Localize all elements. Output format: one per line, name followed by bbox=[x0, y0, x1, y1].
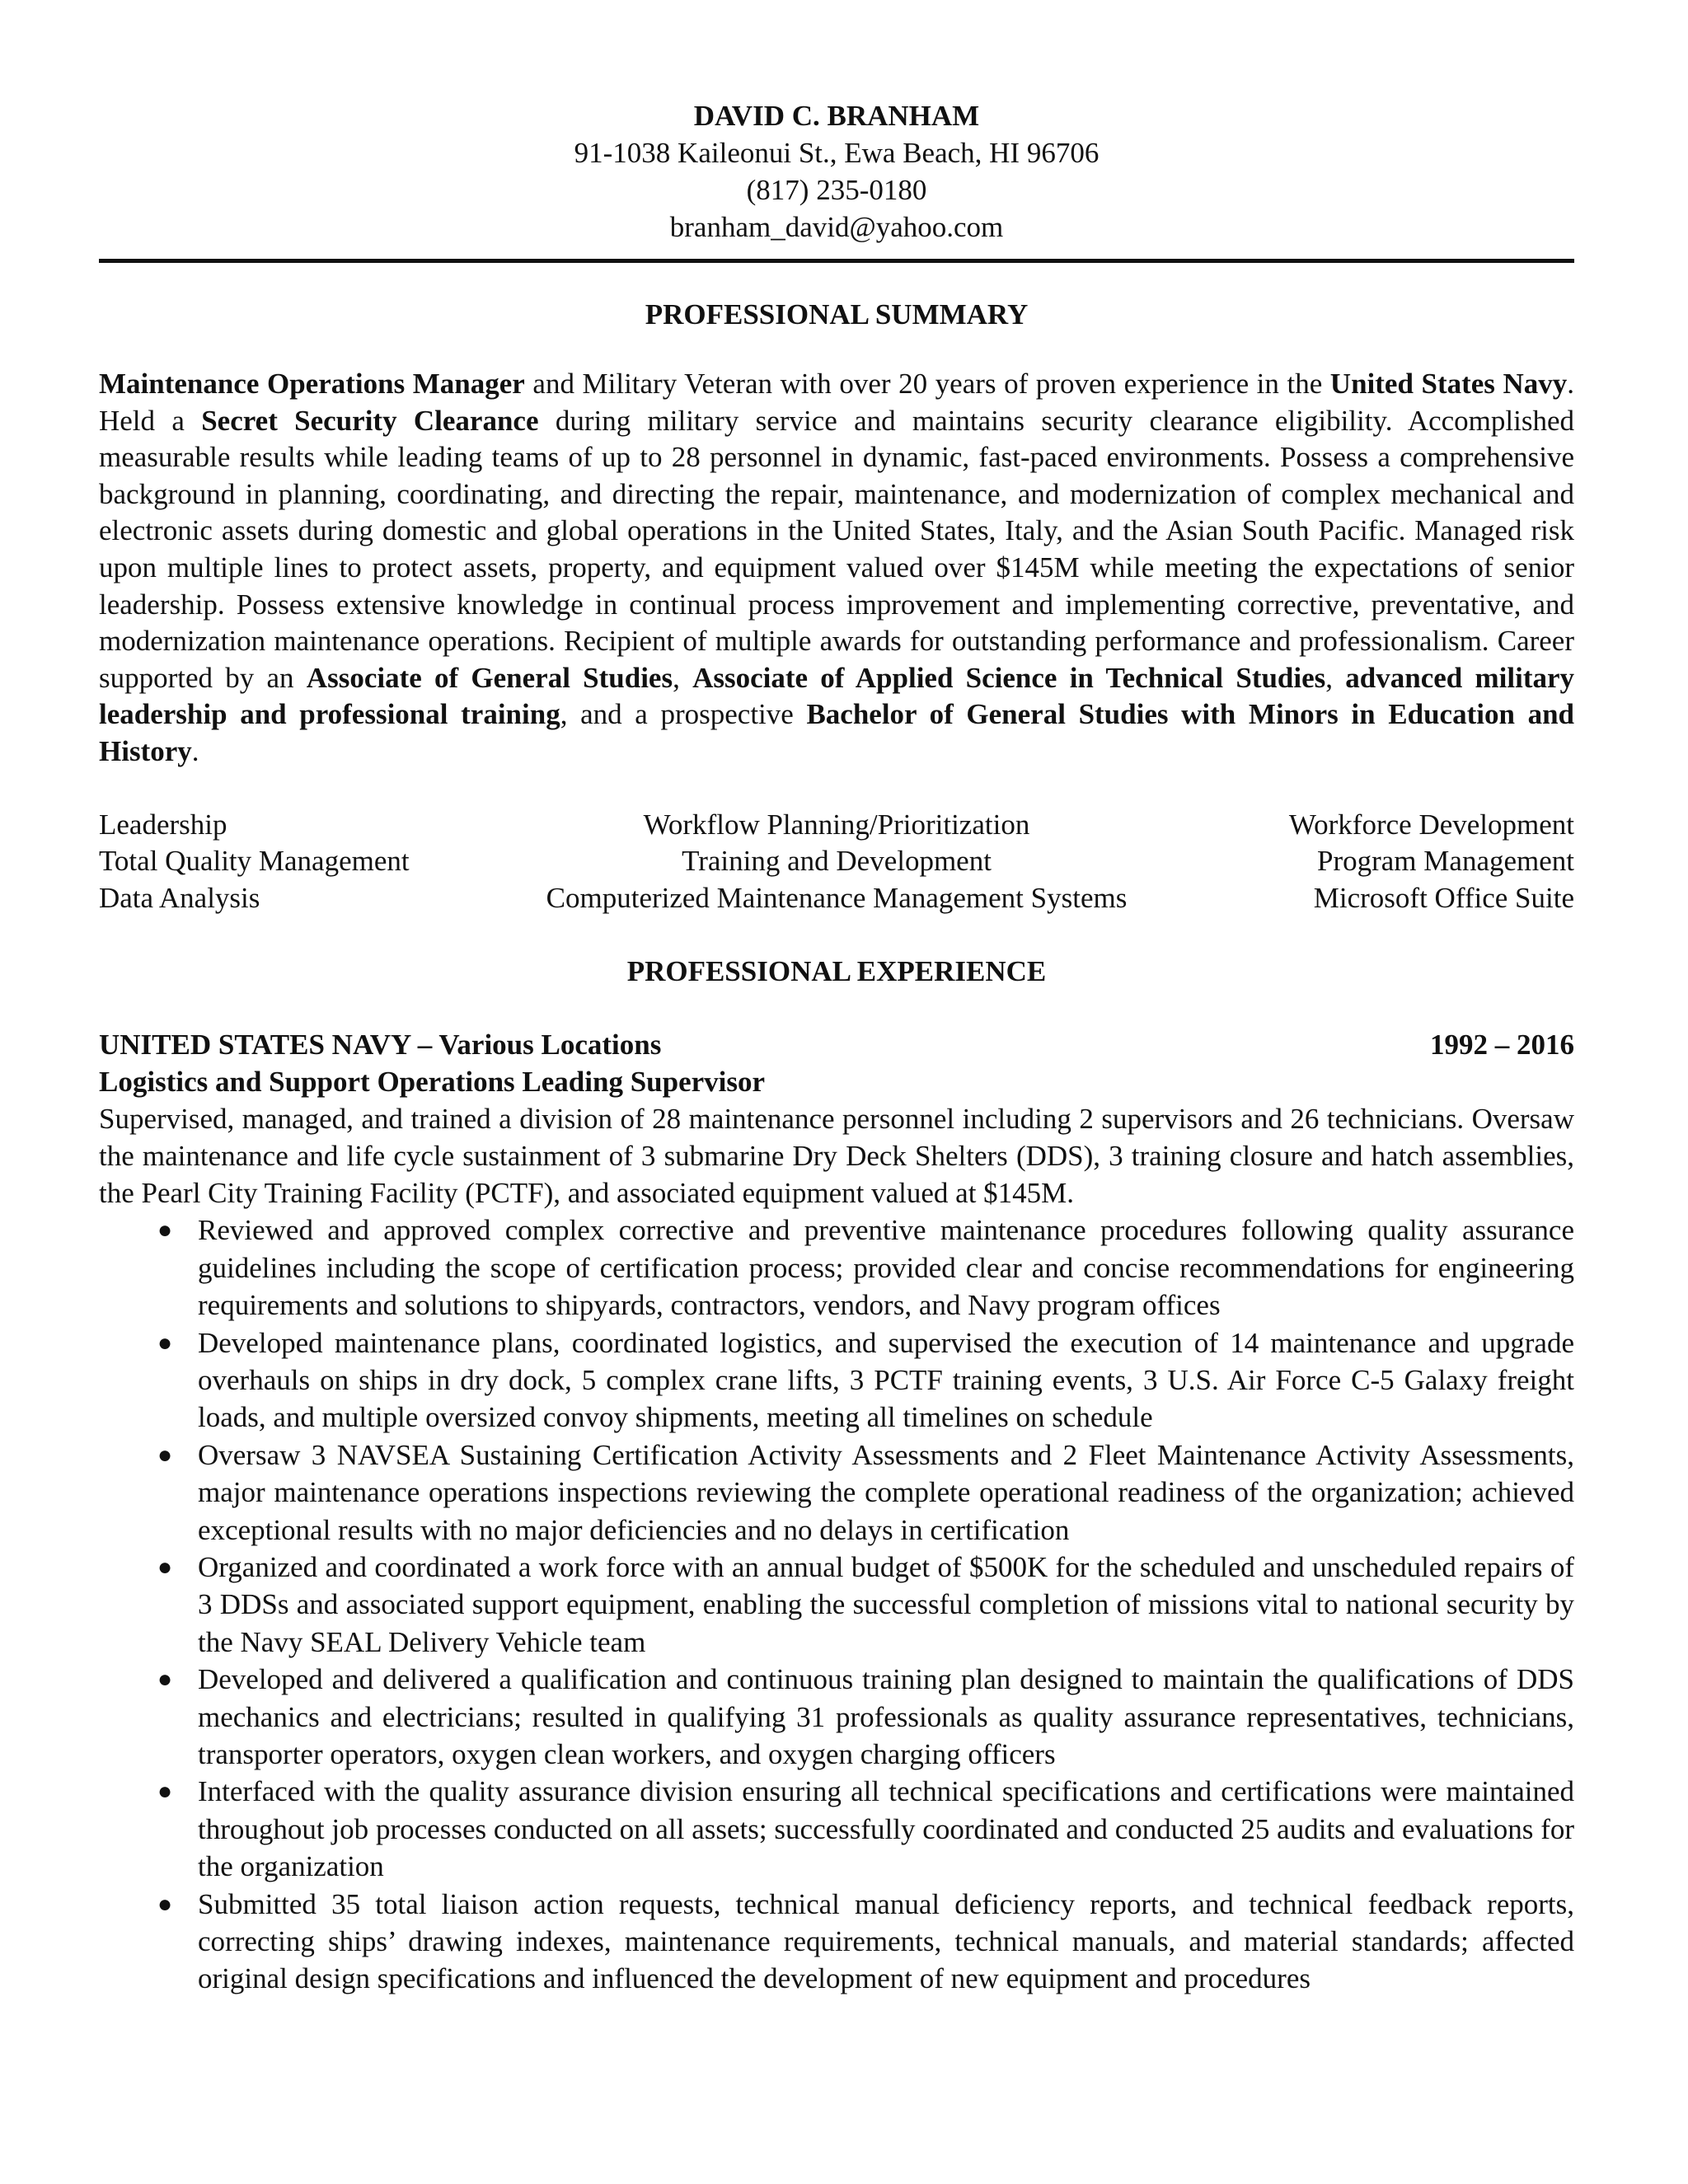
job-dates: 1992 – 2016 bbox=[1430, 1029, 1574, 1062]
summary-highlight: Secret Security Clearance bbox=[201, 404, 539, 437]
job-bullet bbox=[99, 1436, 1574, 1549]
job-bullet-text: Interfaced with the quality assurance division ensuring all technical specifications and certifications were maintained throughout job processes conducted on all assets; successfully coordinated and conducted 25 audits and evaluations for the organization bbox=[198, 1775, 1574, 1883]
summary-text-run: during military service and maintains security clearance eligibility. Accomplished measurable results while leading teams of up to 28 personnel in dynamic, fast-paced environments. Possess a comprehensive background in planning, coordinating, and directing the repair, maintenance, and modernization of complex mechanical and electronic assets during domestic and global operations in the United States, Italy, and the Asian South Pacific. Managed risk upon multiple lines to protect assets, property, and equipment valued over $145M while meeting the expectations of senior leadership. Possess extensive knowledge in continual process improvement and implementing corrective, preventative, and modernization maintenance operations. Recipient of multiple awards for outstanding performance and professionalism. Career supported by an bbox=[99, 404, 1575, 694]
candidate-name: DAVID C. BRANHAM bbox=[693, 100, 980, 132]
resume-page bbox=[99, 97, 1574, 1998]
job-description: Supervised, managed, and trained a division of 28 maintenance personnel including 2 supervisors and 26 technicians. Oversaw the maintenance and life cycle sustainment of 3 submarine Dry Deck Shelters (DDS), 3 training closure and hatch assemblies, the Pearl City Training Facility (PCTF), and associated equipment valued at $145M. bbox=[99, 1103, 1574, 1210]
phone: (817) 235-0180 bbox=[746, 174, 927, 206]
job-bullet bbox=[99, 1324, 1574, 1436]
job-header bbox=[99, 1026, 1574, 1063]
address: 91-1038 Kaileonui St., Ewa Beach, HI 96706 bbox=[574, 137, 1100, 169]
experience-heading: PROFESSIONAL EXPERIENCE bbox=[626, 955, 1047, 988]
job-bullet-text: Oversaw 3 NAVSEA Sustaining Certification Activity Assessments and 2 Fleet Maintenance Activity Assessments, major maintenance operations inspections reviewing the complete operational readiness of the organization; achieved exceptional results with no major deficiencies and no delays in certification bbox=[198, 1438, 1574, 1546]
job-bullet-text: Submitted 35 total liaison action requests, technical manual deficiency reports, and technical feedback reports, correcting ships’ drawing indexes, maintenance requirements, technical manuals, and material standards; affected original design specifications and influenced the development of new equipment and procedures bbox=[198, 1887, 1574, 1995]
bullet-icon: ● bbox=[157, 1216, 173, 1244]
bullet-icon: ● bbox=[157, 1441, 173, 1469]
summary-highlight: advanced military leadership and professional training bbox=[99, 661, 1575, 731]
summary-highlight: Maintenance Operations Manager bbox=[99, 368, 525, 400]
job-bullet bbox=[99, 1661, 1574, 1773]
summary-text-run: and Military Veteran with over 20 years of proven experience in the bbox=[524, 368, 1330, 400]
skill-item: Workflow Planning/Prioritization bbox=[643, 808, 1030, 841]
job-title: Logistics and Support Operations Leading Supervisor bbox=[99, 1066, 766, 1099]
summary-highlight: United States Navy bbox=[1329, 368, 1568, 400]
email: branham_david@yahoo.com bbox=[669, 211, 1004, 243]
skill-item: Computerized Maintenance Management Systems bbox=[546, 881, 1128, 914]
bullet-icon: ● bbox=[157, 1329, 173, 1357]
job-bullet bbox=[99, 1549, 1574, 1661]
summary-paragraph bbox=[99, 366, 1574, 771]
bullet-icon: ● bbox=[157, 1778, 173, 1806]
job-bullet-text: Organized and coordinated a work force with an annual budget of $500K for the scheduled and unscheduled repairs of 3 DDSs and associated support equipment, enabling the successful completion of missions vital to national security by the Navy SEAL Delivery Vehicle team bbox=[198, 1550, 1574, 1658]
summary-text-run: , bbox=[673, 661, 693, 694]
contact-header bbox=[99, 97, 1574, 246]
skills-row bbox=[99, 843, 1574, 880]
summary-text-run: . bbox=[191, 734, 199, 767]
skills-row bbox=[99, 880, 1574, 917]
bullet-icon: ● bbox=[157, 1553, 173, 1581]
skill-item: Total Quality Management bbox=[99, 845, 410, 878]
job-entry bbox=[99, 1026, 1574, 1998]
skill-item: Program Management bbox=[1317, 845, 1574, 878]
job-bullet bbox=[99, 1773, 1574, 1885]
job-bullet bbox=[99, 1212, 1574, 1324]
skill-item: Workforce Development bbox=[1288, 808, 1574, 841]
skill-item: Leadership bbox=[99, 808, 227, 841]
skills-grid bbox=[99, 807, 1574, 917]
job-bullet-text: Developed maintenance plans, coordinated logistics, and supervised the execution of 14 maintenance and upgrade overhauls on ships in dry dock, 5 complex crane lifts, 3 PCTF training events, 3 U.S. Air Force C-5 Galaxy freight loads, and multiple oversized convoy shipments, meeting all timelines on schedule bbox=[198, 1326, 1574, 1434]
employer: UNITED STATES NAVY – Various Locations bbox=[99, 1029, 662, 1062]
summary-text-run: , bbox=[1325, 661, 1346, 694]
summary-heading: PROFESSIONAL SUMMARY bbox=[645, 298, 1029, 330]
summary-text-run: , and a prospective bbox=[560, 698, 807, 731]
skill-item: Microsoft Office Suite bbox=[1313, 881, 1574, 914]
skill-item: Training and Development bbox=[682, 845, 992, 878]
summary-highlight: Associate of Applied Science in Technical Studies bbox=[692, 661, 1326, 694]
job-bullet-list bbox=[99, 1212, 1574, 1998]
bullet-icon: ● bbox=[157, 1890, 173, 1918]
header-divider bbox=[99, 259, 1574, 263]
job-bullet-text: Reviewed and approved complex corrective and preventive maintenance procedures following quality assurance guidelines including the scope of certification process; provided clear and concise recommendations for engineering requirements and solutions to shipyards, contractors, vendors, and Navy program offices bbox=[198, 1214, 1574, 1322]
job-bullet bbox=[99, 1886, 1574, 1998]
summary-text-run: . Held a bbox=[99, 368, 1574, 437]
summary-highlight: Associate of General Studies bbox=[306, 661, 673, 694]
bullet-icon: ● bbox=[157, 1666, 173, 1694]
skills-row bbox=[99, 807, 1574, 844]
skill-item: Data Analysis bbox=[99, 881, 260, 914]
job-bullet-text: Developed and delivered a qualification and continuous training plan designed to maintain the qualifications of DDS mechanics and electricians; resulted in qualifying 31 professionals as quality assurance representatives, technicians, transporter operators, oxygen clean workers, and oxygen charging officers bbox=[198, 1663, 1574, 1770]
summary-highlight: Bachelor of General Studies with Minors in Education and History bbox=[99, 698, 1574, 767]
